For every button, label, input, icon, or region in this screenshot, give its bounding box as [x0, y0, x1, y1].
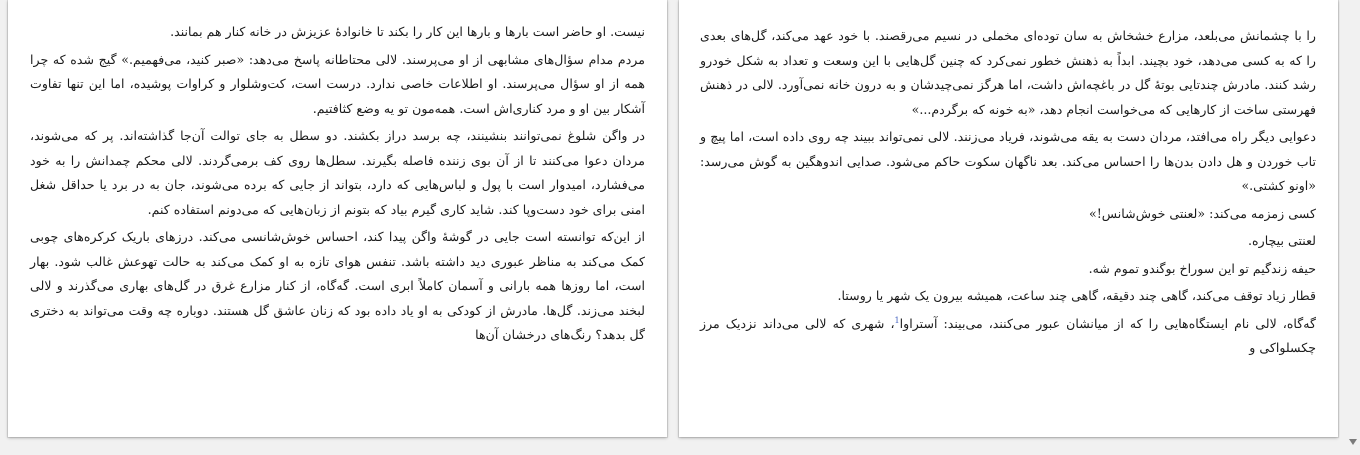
scroll-down-arrow-icon[interactable]	[1349, 439, 1357, 445]
paragraph: نیست. او حاضر است بارها و بارها این کار را بکند تا خانوادهٔ عزیزش در خانه کنار هم بمانند.	[170, 24, 645, 39]
paragraph: کسی زمزمه می‌کند: «لعنتی خوش‌شانس!»	[1088, 205, 1316, 221]
page-right	[679, 0, 1338, 437]
page-right-text	[700, 24, 1316, 364]
paragraph: قطار زیاد توقف می‌کند، گاهی چند دقیقه، گاهی چند ساعت، همیشه بیرون یک شهر یا روستا.	[837, 288, 1316, 303]
paragraph-last-start: گه‌گاه، لالی نام ایستگاه‌هایی را که از میانشان عبور می‌کنند، می‌بیند: آستراوا	[899, 315, 1316, 331]
paragraph: دعوایی دیگر راه می‌افتد، مردان دست به یقه می‌شوند، فریاد می‌زنند. لالی نمی‌تواند ببیند چه روی داده است، اما پیچ و تاب خوردن و هل دادن بدن‌ها را احساس می‌کند. بعد ناگهان سکوت حاکم می‌شود. صدایی اندوهگین به گوش می‌رسد: «اونو کشتی.»	[700, 129, 1316, 193]
paragraph: در واگن شلوغ نمی‌توانند بنشینند، چه برسد دراز بکشند. دو سطل به جای توالت آن‌جا گذاشته‌اند. پر که می‌شوند، مردان دعوا می‌کنند تا از آن بوی زننده فاصله بگیرند. سطل‌ها روی کف برمی‌گردند. لالی محکم چمدانش را به خود می‌فشارد، امیدوار است با پول و لباس‌هایی که دارد، بتواند از جایی که برده می‌شوند، جان به در برد یا حداقل شغل امنی برای خود دست‌وپا کند. شاید کاری گیرم بیاد که بتونم از زبان‌هایی که می‌دونم استفاده کنم.	[30, 128, 645, 217]
page-left-text	[30, 20, 645, 351]
scrollbar[interactable]	[1340, 0, 1360, 455]
paragraph: حیفه زندگیم تو این سوراخ بوگندو تموم شه.	[1088, 260, 1316, 276]
paragraph: مردم مدام سؤال‌های مشابهی از او می‌پرسند. لالی محتاطانه پاسخ می‌دهد: «صبر کنید، می‌فهمیم.» گیج شده که چرا همه از او سؤال می‌پرسند. او اطلاعات خاصی ندارد. درست است، کت‌وشلوار و کراوات پوشیده، اما این تنها تفاوت آشکار بین او و مرد کناری‌اش است. همه‌مون تو یه وضع کثافتیم.	[30, 51, 645, 116]
paragraph: لعنتی بیچاره.	[1248, 233, 1316, 248]
paragraph: از این‌که توانسته است جایی در گوشهٔ واگن پیدا کند، احساس خوش‌شانسی می‌کند. درزهای باریک کرکره‌های چوبی کمک می‌کند به مناظر عبوری دید داشته باشد. تنفس هوای تازه به او کمک می‌کند به حالت تهوعش غالب شود. بهار است، اما روزها همه بارانی و آسمان کاملاً ابری است. گه‌گاه، از کنار مزارع غرق در گل‌های بهاری می‌گذرند و لالی لبخند می‌زند. گل‌ها. مادرش از کودکی به او یاد داده بود که زنان عاشق گل هستند. دوباره چه وقت می‌تواند به دختری گل بدهد؟ رنگ‌های درخشان آن‌ها	[30, 229, 645, 342]
paragraph-last-end: ، شهری که لالی می‌داند نزدیک مرز چکسلواکی و	[700, 315, 1316, 355]
footnote-marker[interactable]: 1	[894, 315, 900, 325]
paragraph: را با چشمانش می‌بلعد، مزارع خشخاش به سان توده‌ای مخملی در نسیم می‌رقصند. با خود عهد می‌کند، گل‌های بعدی را که به کسی می‌دهد، خود بچیند. ابداً به ذهنش خطور نمی‌کرد که چنین گل‌هایی با این وسعت و تعداد به شکل خودرو رشد کنند. مادرش چندتایی بوتهٔ گل در باغچه‌اش داشت، اما هرگز نمی‌چیدشان و به درون خانه نمی‌آورد. لالی در ذهنش فهرستی ساخت از کارهایی که می‌خواست انجام دهد، «به خونه که برگردم...»	[700, 28, 1316, 117]
page-left	[8, 0, 667, 437]
paragraph-last	[700, 312, 1316, 361]
